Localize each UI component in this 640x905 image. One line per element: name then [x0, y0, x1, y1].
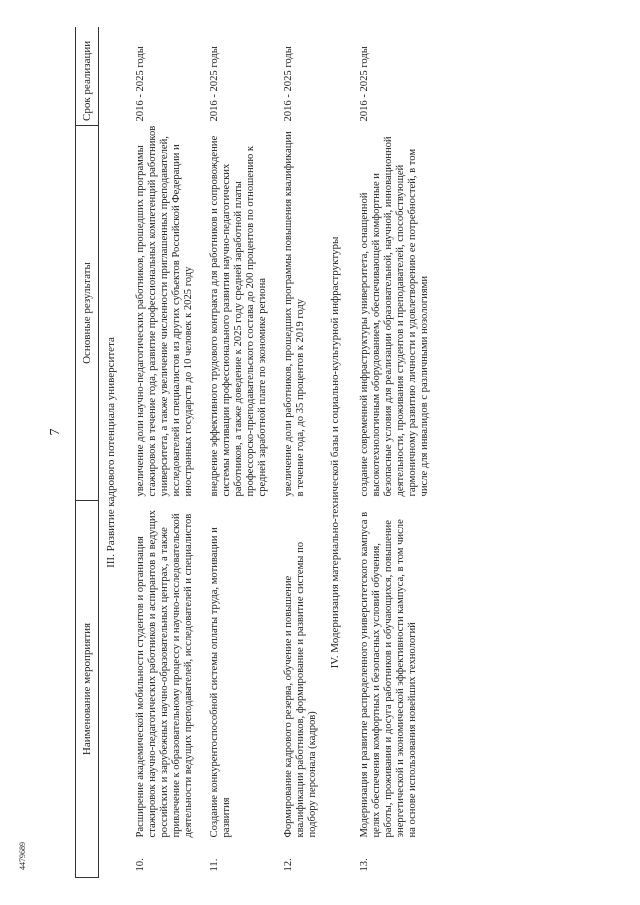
results-cell: внедрение эффективного трудового контракта для работников и сопровождение системы мотивации профессионального развития научно-педагогических работников, а также доведение к 2025 году средней заработной платы профессорско-преподавательского состава до 200 процентов по отношению к средней заработной плате по экономике региона: [209, 135, 268, 497]
section-title: III. Развитие кадрового потенциала университета: [105, 337, 117, 568]
table-row: [125, 28, 199, 878]
results-cell: увеличение доли работников, прошедших программы повышения квалификации в течение года, до 35 процентов к 2019 году: [283, 131, 306, 497]
section-heading-row: [99, 28, 126, 878]
row-number: 13.: [359, 858, 370, 872]
table-header-row: [76, 28, 99, 878]
period-cell: 2016 - 2025 годы: [209, 46, 220, 122]
table-row: [273, 28, 323, 878]
table-row: [199, 28, 273, 878]
rotated-page-content: [75, 28, 565, 878]
period-cell: 2016 - 2025 годы: [359, 46, 370, 122]
section-title: IV. Модернизация материально-технической базы и социально-культурной инфраструктуры: [329, 236, 341, 669]
activity-cell: Формирование кадрового резерва, обучение и повышение квалификации работников, формирование и развитие системы по подбору персонала (кадров): [283, 541, 318, 838]
period-cell: 2016 - 2025 годы: [283, 46, 294, 122]
period-cell: 2016 - 2025 годы: [135, 46, 146, 122]
page-number: 7: [48, 428, 63, 436]
row-number: 12.: [283, 858, 294, 872]
header-results: Основные результаты: [76, 126, 99, 501]
activity-cell: Создание конкурентоспособной системы оплаты труда, мотивации и развития: [209, 527, 232, 838]
row-number: 11.: [209, 858, 220, 872]
document-id: 4479689: [18, 842, 27, 870]
activity-cell: Модернизация и развитие распределенного университетского кампуса в целях обеспечения комфортных и безопасных условий обучения, работы, проживания и досуга работников и обучающихся, повышение энергетической и экономической эффективности кампуса, в том числе на основе использования новейших технологий: [359, 511, 418, 838]
row-number: 10.: [135, 858, 146, 872]
header-period: Срок реализации: [76, 28, 99, 126]
activity-cell: Расширение академической мобильности студентов и организация стажировок научно-педагогических работников и аспирантов в ведущих российских и зарубежных научно-образовательных центрах, а также привлечение к образовательному процессу и научно-исследовательской деятельности ведущих преподавателей, исследователей и специалистов: [135, 510, 194, 838]
table-row: [349, 28, 435, 878]
results-cell: увеличение доли научно-педагогических работников, прошедших программы стажировок в течение года, развитие профессиональных компетенций работников университета, а также увеличение численности приглашенных преподавателей, исследователей и специалистов из других субъектов Российской Федерации и иностранных государств до 10 человек к 2025 году: [135, 125, 194, 497]
section-heading-row: [323, 28, 349, 878]
header-activity: Наименование мероприятия: [76, 501, 99, 878]
results-cell: создание современной инфраструктуры университета, оснащенной высокотехнологичным оборудованием, обеспечивающей комфортные и безопасные условия для реализации образовательной, научной, инновационной деятельности, проживания студентов и преподавателей, способствующей гармоничному развитию личности и удовлетворению ее потребностей, в том числе для инвалидов с различными нозологиями: [359, 136, 430, 497]
program-table: [75, 28, 435, 879]
